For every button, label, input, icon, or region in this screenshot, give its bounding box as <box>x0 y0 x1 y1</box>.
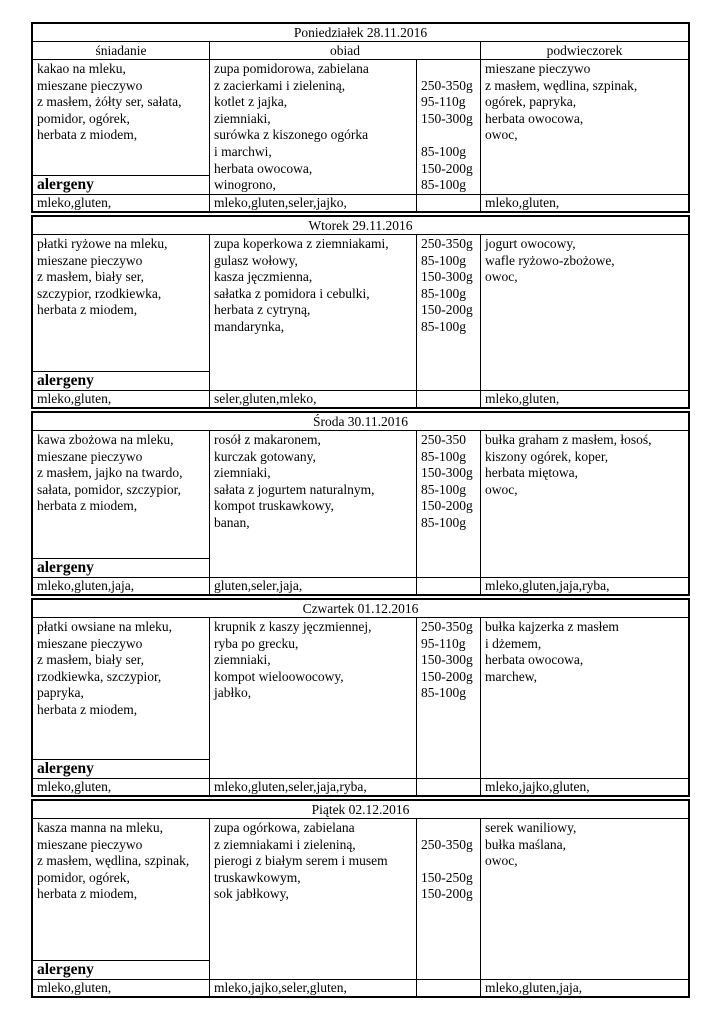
breakfast-item: kawa zbożowa na mleku, <box>37 432 174 447</box>
allergens-portion-blank <box>417 779 481 795</box>
portion-value: 95-110g <box>421 635 466 651</box>
lunch-item: zupa ogórkowa, zabielana <box>214 820 355 835</box>
portion-value: 150-200g <box>421 160 473 176</box>
lunch-item: surówka z kiszonego ogórka <box>214 127 369 143</box>
portion-value: 85-100g <box>421 514 466 530</box>
snack-item: herbata owocowa, <box>485 652 584 668</box>
breakfast-item: mieszane pieczywo <box>37 448 143 464</box>
lunch-item: ziemniaki, <box>214 652 271 668</box>
portion-cell <box>417 235 481 390</box>
allergens-lunch: mleko,jajko,seler,gluten, <box>210 980 417 996</box>
allergens-portion-blank <box>417 980 481 996</box>
allergens-snack: mleko,gluten,jaja, <box>485 980 583 995</box>
breakfast-item: szczypior, rzodkiewka, <box>37 285 162 301</box>
portion-value: 85-100g <box>421 685 466 701</box>
portion-value: 150-300g <box>421 465 473 481</box>
lunch-item: kompot truskawkowy, <box>214 498 334 514</box>
breakfast-items <box>33 618 209 719</box>
lunch-item: herbata owocowa, <box>214 160 313 176</box>
breakfast-items <box>33 235 209 319</box>
day-section <box>31 22 690 213</box>
allergens-breakfast: mleko,gluten, <box>33 195 210 211</box>
portion-value <box>421 853 476 870</box>
snack-cell <box>481 819 688 979</box>
lunch-item: rosół z makaronem, <box>214 432 321 447</box>
meal-row <box>33 60 688 194</box>
portion-value: 85-100g <box>421 143 466 159</box>
portion-value: 250-350 <box>421 432 466 447</box>
allergen-row <box>33 979 688 996</box>
portion-value: 85-100g <box>421 252 466 268</box>
portion-value: 150-200g <box>421 886 473 902</box>
day-title: Wtorek 29.11.2016 <box>33 217 688 235</box>
snack-item: i dżemem, <box>485 635 542 651</box>
lunch-item: i marchwi, <box>214 143 272 159</box>
lunch-cell <box>210 819 417 979</box>
portion-value: 150-300g <box>421 269 473 285</box>
lunch-item: zupa koperkowa z ziemniakami, <box>214 236 389 251</box>
allergens-lunch: seler,gluten,mleko, <box>210 391 417 407</box>
snack-item: ogórek, papryka, <box>485 94 577 110</box>
snack-item: serek waniliowy, <box>485 820 577 835</box>
breakfast-item: z masłem, jajko na twardo, <box>37 465 183 481</box>
allergens-breakfast: mleko,gluten,jaja, <box>33 578 210 594</box>
portion-value: 150-200g <box>421 498 473 514</box>
lunch-cell <box>210 235 417 390</box>
breakfast-item: kasza manna na mleku, <box>37 820 163 835</box>
breakfast-item: herbata z miodem, <box>37 701 138 717</box>
allergen-row <box>33 577 688 594</box>
lunch-item: kasza jęczmienna, <box>214 269 313 285</box>
allergens-snack: mleko,gluten, <box>485 195 560 210</box>
breakfast-cell <box>33 431 210 577</box>
allergen-label: alergeny <box>33 371 209 390</box>
snack-item: kiszony ogórek, koper, <box>485 448 609 464</box>
snack-item: bułka graham z masłem, łosoś, <box>485 432 652 447</box>
portion-value: 85-100g <box>421 285 466 301</box>
lunch-item: jabłko, <box>214 685 252 701</box>
day-title: Poniedziałek 28.11.2016 <box>33 24 688 42</box>
snack-cell <box>481 618 688 778</box>
allergens-snack: mleko,gluten,jaja,ryba, <box>485 578 610 593</box>
day-section <box>31 598 690 797</box>
lunch-cell <box>210 431 417 577</box>
snack-item: bułka maślana, <box>485 836 566 852</box>
breakfast-cell <box>33 618 210 778</box>
snack-item: wafle ryżowo-zbożowe, <box>485 252 615 268</box>
allergen-row <box>33 390 688 407</box>
allergen-row <box>33 194 688 211</box>
allergens-breakfast: mleko,gluten, <box>33 980 210 996</box>
breakfast-item: płatki ryżowe na mleku, <box>37 236 168 251</box>
allergen-row <box>33 778 688 795</box>
lunch-item: ziemniaki, <box>214 110 271 126</box>
lunch-item: herbata z cytryną, <box>214 302 311 318</box>
portion-value: 95-110g <box>421 94 466 110</box>
lunch-cell <box>210 618 417 778</box>
lunch-item: sok jabłkowy, <box>214 886 289 902</box>
header-snack: podwieczorek <box>481 42 688 60</box>
breakfast-cell <box>33 60 210 194</box>
breakfast-item: rzodkiewka, szczypior, <box>37 668 162 684</box>
portion-value: 150-200g <box>421 302 473 318</box>
snack-item: marchew, <box>485 668 537 684</box>
lunch-item: krupnik z kaszy jęczmiennej, <box>214 619 372 634</box>
lunch-item: zupa pomidorowa, zabielana <box>214 61 369 76</box>
portion-value: 85-100g <box>421 448 466 464</box>
header-breakfast: śniadanie <box>33 42 210 60</box>
lunch-item: ziemniaki, <box>214 465 271 481</box>
allergens-portion-blank <box>417 391 481 407</box>
lunch-item: gulasz wołowy, <box>214 252 298 268</box>
breakfast-item: herbata z miodem, <box>37 127 138 143</box>
day-section <box>31 799 690 998</box>
breakfast-item: mieszane pieczywo <box>37 252 143 268</box>
weekly-menu <box>31 22 690 1000</box>
allergens-breakfast: mleko,gluten, <box>33 391 210 407</box>
portion-value: 250-350g <box>421 77 473 93</box>
portion-value <box>421 820 476 837</box>
portion-value: 150-300g <box>421 652 473 668</box>
portion-cell <box>417 60 481 194</box>
portion-value <box>421 61 476 78</box>
snack-item: herbata owocowa, <box>485 110 584 126</box>
snack-item: mieszane pieczywo <box>485 61 591 76</box>
day-title: Czwartek 01.12.2016 <box>33 600 688 618</box>
allergen-label: alergeny <box>33 558 209 577</box>
allergens-snack: mleko,jajko,gluten, <box>485 779 590 794</box>
lunch-item: kurczak gotowany, <box>214 448 316 464</box>
portion-value: 150-300g <box>421 110 473 126</box>
breakfast-item: mieszane pieczywo <box>37 77 143 93</box>
portion-value: 85-100g <box>421 177 466 193</box>
portion-cell <box>417 819 481 979</box>
portion-cell <box>417 431 481 577</box>
snack-cell <box>481 235 688 390</box>
breakfast-item: płatki owsiane na mleku, <box>37 619 172 634</box>
snack-item: owoc, <box>485 853 518 869</box>
breakfast-item: z masłem, wędlina, szpinak, <box>37 853 190 869</box>
lunch-item: z zacierkami i zieleniną, <box>214 77 346 93</box>
meal-row <box>33 618 688 778</box>
lunch-item: truskawkowym, <box>214 869 301 885</box>
allergen-label: alergeny <box>33 175 209 194</box>
portion-value: 250-350g <box>421 619 473 634</box>
breakfast-cell <box>33 235 210 390</box>
portion-cell <box>417 618 481 778</box>
day-title: Środa 30.11.2016 <box>33 413 688 431</box>
portion-value: 250-350g <box>421 236 473 251</box>
meal-row <box>33 431 688 577</box>
breakfast-item: z masłem, żółty ser, sałata, <box>37 94 182 110</box>
breakfast-item: pomidor, ogórek, <box>37 869 130 885</box>
portion-value: 150-200g <box>421 668 473 684</box>
breakfast-items <box>33 819 209 903</box>
allergens-lunch: gluten,seler,jaja, <box>210 578 417 594</box>
breakfast-cell <box>33 819 210 979</box>
lunch-cell <box>210 60 417 194</box>
lunch-item: mandarynka, <box>214 318 285 334</box>
portion-value: 85-100g <box>421 481 466 497</box>
snack-item: z masłem, wędlina, szpinak, <box>485 77 638 93</box>
breakfast-items <box>33 60 209 144</box>
allergens-portion-blank <box>417 195 481 211</box>
snack-cell <box>481 60 688 194</box>
lunch-item: winogrono, <box>214 177 276 193</box>
breakfast-item: herbata z miodem, <box>37 302 138 318</box>
day-section <box>31 215 690 409</box>
column-headers <box>33 42 688 60</box>
breakfast-item: z masłem, biały ser, <box>37 652 145 668</box>
lunch-item: z ziemniakami i zieleniną, <box>214 836 356 852</box>
allergens-breakfast: mleko,gluten, <box>33 779 210 795</box>
breakfast-item: z masłem, biały ser, <box>37 269 145 285</box>
lunch-item: sałatka z pomidora i cebulki, <box>214 285 370 301</box>
portion-value: 250-350g <box>421 836 473 852</box>
snack-item: owoc, <box>485 269 518 285</box>
breakfast-item: herbata z miodem, <box>37 498 138 514</box>
lunch-item: sałata z jogurtem naturalnym, <box>214 481 375 497</box>
allergens-snack: mleko,gluten, <box>485 391 560 406</box>
lunch-item: kotlet z jajka, <box>214 94 288 110</box>
day-section <box>31 411 690 596</box>
allergens-lunch: mleko,gluten,seler,jajko, <box>210 195 417 211</box>
snack-item: bułka kajzerka z masłem <box>485 619 619 634</box>
snack-item: owoc, <box>485 481 518 497</box>
header-lunch: obiad <box>210 42 481 60</box>
snack-item: herbata miętowa, <box>485 465 578 481</box>
day-title: Piątek 02.12.2016 <box>33 801 688 819</box>
allergens-lunch: mleko,gluten,seler,jaja,ryba, <box>210 779 417 795</box>
portion-value <box>421 127 476 144</box>
lunch-item: pierogi z białym serem i musem <box>214 853 388 869</box>
breakfast-item: mieszane pieczywo <box>37 836 143 852</box>
breakfast-item: papryka, <box>37 685 84 701</box>
meal-row <box>33 819 688 979</box>
meal-row <box>33 235 688 390</box>
snack-cell <box>481 431 688 577</box>
snack-item: jogurt owocowy, <box>485 236 576 251</box>
breakfast-item: mieszane pieczywo <box>37 635 143 651</box>
portion-value: 150-250g <box>421 869 473 885</box>
breakfast-items <box>33 431 209 515</box>
portion-value: 85-100g <box>421 318 466 334</box>
allergen-label: alergeny <box>33 759 209 778</box>
lunch-item: kompot wieloowocowy, <box>214 668 344 684</box>
allergen-label: alergeny <box>33 960 209 979</box>
allergens-portion-blank <box>417 578 481 594</box>
snack-item: owoc, <box>485 127 518 143</box>
breakfast-item: pomidor, ogórek, <box>37 110 130 126</box>
lunch-item: banan, <box>214 514 250 530</box>
lunch-item: ryba po grecku, <box>214 635 299 651</box>
breakfast-item: herbata z miodem, <box>37 886 138 902</box>
breakfast-item: sałata, pomidor, szczypior, <box>37 481 181 497</box>
breakfast-item: kakao na mleku, <box>37 61 126 76</box>
